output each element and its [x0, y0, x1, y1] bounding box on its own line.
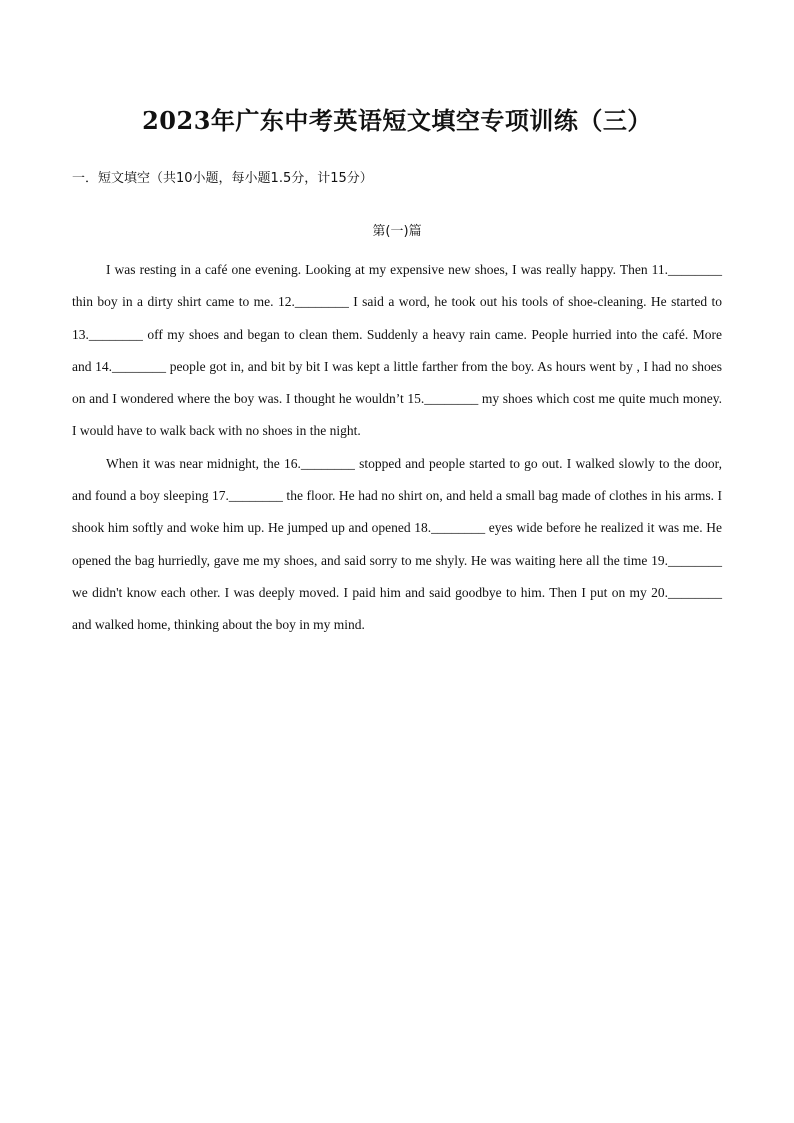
paragraph-1: I was resting in a café one evening. Looking at my expensive new shoes, I was really happy. Then 11.________ thin boy in a dirty shirt came to me. 12.________ I said a word, he took out his tools of shoe-cleaning. He started to 13.________ off my shoes and began to clean them. Suddenly a heavy rain came. People hurried into the café. More and 14.________ people got in, and bit by bit I was kept a little farther from the boy. As hours went by , I had no shoes on and I wondered where the boy was. I thought he wouldn’t 15.________ my shoes which cost me quite much money. I would have to walk back with no shoes in the night. — [72, 262, 722, 439]
paragraph-2: When it was near midnight, the 16.________ stopped and people started to go out. I walked slowly to the door, and found a boy sleeping 17.________ the floor. He had no shirt on, and held a small bag made of clothes in his arms. I shook him softly and woke him up. He jumped up and opened 18.________ eyes wide before he realized it was me. He opened the bag hurriedly, gave me my shoes, and said sorry to me shyly. He was waiting here all the time 19.________ we didn't know each other. I was deeply moved. I paid him and said goodbye to him. Then I put on my 20.________ and walked home, thinking about the boy in my mind. — [72, 455, 722, 633]
passage-body — [72, 254, 722, 642]
page-title: 2023年广东中考英语短文填空专项训练（三） — [142, 106, 652, 135]
passage-title: 第(一)篇 — [372, 224, 422, 239]
section-heading: 一．短文填空（共10小题，每小题1.5分，计15分） — [72, 171, 373, 186]
